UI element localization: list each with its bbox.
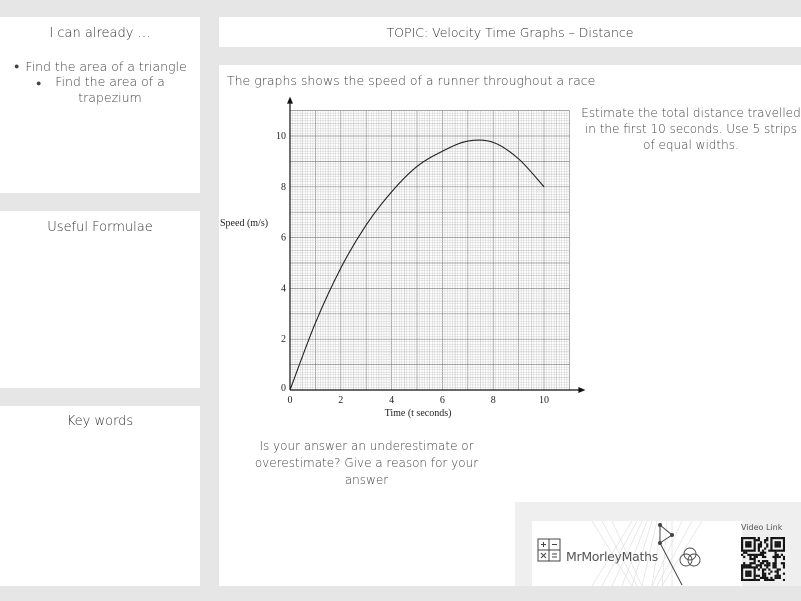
video-link-label: Video Link bbox=[741, 523, 783, 532]
x-tick-label: 6 bbox=[439, 395, 445, 406]
qr-module bbox=[783, 564, 785, 566]
qr-module bbox=[758, 543, 760, 545]
qr-module bbox=[766, 545, 768, 547]
qr-module bbox=[762, 575, 764, 577]
qr-module bbox=[777, 541, 779, 543]
qr-module bbox=[772, 562, 774, 564]
qr-module bbox=[772, 566, 774, 568]
qr-module bbox=[756, 579, 758, 581]
qr-module bbox=[783, 537, 785, 539]
qr-module bbox=[783, 562, 785, 564]
qr-module bbox=[762, 577, 764, 579]
x-tick-label: 0 bbox=[287, 395, 293, 406]
qr-module bbox=[775, 558, 777, 560]
can-already-panel bbox=[0, 17, 200, 193]
x-tick-label: 2 bbox=[338, 395, 344, 406]
qr-module bbox=[783, 573, 785, 575]
y-tick-label: 6 bbox=[281, 232, 286, 244]
qr-module bbox=[741, 554, 743, 556]
qr-module bbox=[775, 577, 777, 579]
qr-module bbox=[779, 550, 781, 552]
qr-module bbox=[741, 568, 743, 570]
qr-module bbox=[779, 545, 781, 547]
qr-module bbox=[749, 575, 751, 577]
qr-module bbox=[747, 566, 749, 568]
qr-module bbox=[754, 571, 756, 573]
qr-module bbox=[770, 579, 772, 581]
bullet-icon: ● bbox=[14, 62, 20, 72]
qr-module bbox=[754, 558, 756, 560]
qr-module bbox=[764, 564, 766, 566]
qr-module bbox=[775, 554, 777, 556]
qr-module bbox=[741, 537, 743, 539]
qr-module bbox=[758, 539, 760, 541]
qr-module bbox=[779, 577, 781, 579]
qr-module bbox=[743, 579, 745, 581]
qr-module bbox=[768, 573, 770, 575]
qr-module bbox=[772, 564, 774, 566]
qr-module bbox=[741, 547, 743, 549]
qr-module bbox=[764, 560, 766, 562]
intro-text: The graphs shows the speed of a runner throughout a race bbox=[227, 73, 596, 88]
qr-module bbox=[756, 575, 758, 577]
qr-module bbox=[749, 541, 751, 543]
qr-module bbox=[747, 571, 749, 573]
qr-module bbox=[775, 552, 777, 554]
qr-module bbox=[758, 545, 760, 547]
qr-module bbox=[775, 566, 777, 568]
qr-module bbox=[747, 550, 749, 552]
list-item bbox=[36, 74, 170, 106]
qr-module bbox=[762, 552, 764, 554]
qr-module bbox=[768, 568, 770, 570]
qr-module bbox=[745, 564, 747, 566]
qr-module bbox=[777, 571, 779, 573]
list-item-text: Find the area of a triangle bbox=[25, 59, 187, 74]
qr-module bbox=[745, 541, 747, 543]
qr-module bbox=[743, 552, 745, 554]
qr-module bbox=[741, 541, 743, 543]
qr-module bbox=[770, 543, 772, 545]
qr-module bbox=[758, 564, 760, 566]
qr-module bbox=[758, 560, 760, 562]
qr-module bbox=[745, 579, 747, 581]
qr-module bbox=[770, 537, 772, 539]
key-words-title: Key words bbox=[66, 414, 134, 429]
qr-module bbox=[741, 575, 743, 577]
qr-module bbox=[770, 541, 772, 543]
qr-module bbox=[749, 566, 751, 568]
y-axis-label: Speed (m/s) bbox=[220, 218, 269, 229]
qr-module bbox=[751, 558, 753, 560]
qr-module bbox=[749, 554, 751, 556]
qr-module bbox=[775, 575, 777, 577]
x-tick-label: 8 bbox=[490, 395, 496, 406]
useful-formulae-panel bbox=[0, 211, 200, 388]
qr-module bbox=[783, 558, 785, 560]
venn-icon bbox=[680, 548, 700, 566]
qr-module bbox=[745, 552, 747, 554]
can-already-list bbox=[0, 59, 200, 106]
qr-module bbox=[741, 577, 743, 579]
qr-module bbox=[754, 575, 756, 577]
qr-module bbox=[772, 556, 774, 558]
qr-module bbox=[741, 566, 743, 568]
qr-module bbox=[764, 568, 766, 570]
qr-module bbox=[777, 543, 779, 545]
x-axis-arrow bbox=[578, 387, 585, 393]
qr-module bbox=[762, 550, 764, 552]
qr-module bbox=[781, 537, 783, 539]
qr-module bbox=[754, 556, 756, 558]
qr-module bbox=[766, 560, 768, 562]
useful-formulae-title: Useful Formulae bbox=[47, 220, 153, 235]
qr-module bbox=[779, 537, 781, 539]
qr-module bbox=[745, 537, 747, 539]
qr-module bbox=[772, 537, 774, 539]
qr-module bbox=[747, 537, 749, 539]
qr-module bbox=[762, 573, 764, 575]
graph-grid bbox=[290, 111, 569, 390]
qr-module bbox=[754, 573, 756, 575]
qr-module bbox=[762, 571, 764, 573]
qr-module bbox=[775, 541, 777, 543]
qr-module bbox=[777, 556, 779, 558]
qr-module bbox=[775, 571, 777, 573]
topic-header bbox=[219, 17, 801, 47]
logo-text: MrMorleyMaths bbox=[566, 549, 658, 564]
qr-module bbox=[760, 545, 762, 547]
qr-module bbox=[779, 543, 781, 545]
qr-module bbox=[783, 579, 785, 581]
qr-module bbox=[747, 554, 749, 556]
qr-module bbox=[764, 556, 766, 558]
qr-module bbox=[766, 537, 768, 539]
qr-module bbox=[745, 545, 747, 547]
velocity-time-graph bbox=[219, 93, 589, 433]
qr-module bbox=[756, 556, 758, 558]
qr-module bbox=[779, 575, 781, 577]
qr-module bbox=[783, 547, 785, 549]
qr-code-icon[interactable] bbox=[741, 537, 785, 581]
qr-module bbox=[770, 577, 772, 579]
qr-module bbox=[754, 577, 756, 579]
qr-module bbox=[777, 550, 779, 552]
triangle-icon bbox=[659, 524, 683, 586]
qr-module bbox=[777, 554, 779, 556]
qr-module bbox=[754, 543, 756, 545]
qr-module bbox=[749, 571, 751, 573]
qr-module bbox=[747, 579, 749, 581]
qr-module bbox=[775, 537, 777, 539]
qr-module bbox=[749, 558, 751, 560]
qr-module bbox=[747, 545, 749, 547]
topic-title: TOPIC: Velocity Time Graphs – Distance bbox=[386, 25, 634, 40]
qr-module bbox=[775, 564, 777, 566]
qr-module bbox=[741, 545, 743, 547]
qr-module bbox=[760, 577, 762, 579]
qr-module bbox=[783, 550, 785, 552]
qr-module bbox=[764, 547, 766, 549]
qr-module bbox=[760, 564, 762, 566]
y-tick-label: 8 bbox=[281, 181, 286, 193]
qr-module bbox=[783, 539, 785, 541]
qr-module bbox=[772, 579, 774, 581]
qr-module bbox=[758, 579, 760, 581]
qr-module bbox=[756, 566, 758, 568]
can-already-title: I can already … bbox=[49, 26, 151, 41]
qr-module bbox=[749, 573, 751, 575]
qr-module bbox=[749, 556, 751, 558]
qr-module bbox=[783, 556, 785, 558]
qr-module bbox=[743, 566, 745, 568]
list-item-text: Find the area of a trapezium bbox=[55, 74, 165, 105]
y-tick-label: 4 bbox=[281, 283, 286, 295]
qr-module bbox=[754, 554, 756, 556]
x-tick-label: 10 bbox=[539, 395, 549, 406]
task-text: Estimate the total distance travelled in the first 10 seconds. Use 5 strips of equal widths. bbox=[581, 106, 801, 152]
qr-module bbox=[764, 577, 766, 579]
qr-module bbox=[745, 573, 747, 575]
qr-module bbox=[760, 566, 762, 568]
qr-module bbox=[779, 556, 781, 558]
qr-module bbox=[751, 550, 753, 552]
qr-module bbox=[758, 547, 760, 549]
qr-module bbox=[749, 543, 751, 545]
qr-module bbox=[745, 571, 747, 573]
qr-module bbox=[749, 564, 751, 566]
bullet-icon: ● bbox=[36, 79, 42, 89]
qr-module bbox=[747, 543, 749, 545]
qr-module bbox=[741, 571, 743, 573]
qr-module bbox=[766, 577, 768, 579]
qr-module bbox=[764, 539, 766, 541]
qr-module bbox=[760, 562, 762, 564]
list-item bbox=[0, 59, 200, 74]
qr-module bbox=[766, 562, 768, 564]
qr-module bbox=[762, 560, 764, 562]
qr-module bbox=[775, 550, 777, 552]
qr-module bbox=[775, 543, 777, 545]
qr-module bbox=[775, 556, 777, 558]
qr-module bbox=[758, 568, 760, 570]
qr-module bbox=[741, 573, 743, 575]
qr-module bbox=[779, 541, 781, 543]
qr-module bbox=[749, 550, 751, 552]
qr-module bbox=[764, 575, 766, 577]
qr-module bbox=[747, 575, 749, 577]
y-tick-label: 0 bbox=[281, 383, 286, 394]
qr-module bbox=[743, 550, 745, 552]
qr-module bbox=[770, 547, 772, 549]
qr-module bbox=[749, 545, 751, 547]
qr-module bbox=[770, 545, 772, 547]
x-axis-label: Time (t seconds) bbox=[384, 408, 452, 419]
qr-module bbox=[754, 539, 756, 541]
qr-module bbox=[743, 562, 745, 564]
qr-module bbox=[766, 539, 768, 541]
qr-module bbox=[766, 543, 768, 545]
calculator-icon bbox=[538, 539, 560, 561]
qr-module bbox=[754, 568, 756, 570]
qr-module bbox=[783, 566, 785, 568]
qr-module bbox=[768, 562, 770, 564]
qr-module bbox=[764, 541, 766, 543]
qr-module bbox=[743, 556, 745, 558]
qr-module bbox=[754, 562, 756, 564]
qr-module bbox=[745, 543, 747, 545]
qr-module bbox=[770, 539, 772, 541]
qr-module bbox=[754, 579, 756, 581]
qr-module bbox=[758, 554, 760, 556]
qr-module bbox=[745, 550, 747, 552]
qr-module bbox=[747, 573, 749, 575]
qr-module bbox=[754, 545, 756, 547]
qr-module bbox=[760, 541, 762, 543]
qr-module bbox=[775, 562, 777, 564]
qr-module bbox=[768, 550, 770, 552]
qr-module bbox=[751, 554, 753, 556]
qr-module bbox=[766, 579, 768, 581]
qr-module bbox=[751, 566, 753, 568]
main-panel bbox=[219, 65, 801, 586]
qr-module bbox=[783, 545, 785, 547]
qr-module bbox=[754, 560, 756, 562]
y-tick-label: 2 bbox=[281, 334, 286, 346]
qr-module bbox=[758, 575, 760, 577]
qr-module bbox=[777, 575, 779, 577]
qr-module bbox=[762, 554, 764, 556]
qr-module bbox=[751, 579, 753, 581]
qr-module bbox=[762, 568, 764, 570]
qr-module bbox=[745, 575, 747, 577]
logo-area bbox=[515, 502, 801, 586]
qr-module bbox=[754, 547, 756, 549]
qr-module bbox=[781, 550, 783, 552]
qr-module bbox=[751, 562, 753, 564]
y-axis-arrow bbox=[287, 97, 293, 104]
qr-module bbox=[741, 539, 743, 541]
qr-module bbox=[758, 537, 760, 539]
qr-module bbox=[777, 573, 779, 575]
qr-module bbox=[756, 554, 758, 556]
qr-module bbox=[768, 579, 770, 581]
qr-module bbox=[743, 537, 745, 539]
qr-module bbox=[749, 537, 751, 539]
qr-module bbox=[760, 554, 762, 556]
qr-module bbox=[783, 543, 785, 545]
qr-module bbox=[747, 564, 749, 566]
qr-module bbox=[764, 579, 766, 581]
qr-module bbox=[781, 554, 783, 556]
qr-module bbox=[779, 568, 781, 570]
qr-module bbox=[777, 577, 779, 579]
question-text: Is your answer an underestimate or overestimate? Give a reason for your answer bbox=[254, 439, 479, 487]
qr-module bbox=[783, 541, 785, 543]
qr-module bbox=[777, 545, 779, 547]
qr-module bbox=[770, 571, 772, 573]
qr-module bbox=[754, 550, 756, 552]
qr-module bbox=[768, 564, 770, 566]
logo-background bbox=[532, 521, 742, 586]
qr-module bbox=[758, 550, 760, 552]
qr-module bbox=[747, 541, 749, 543]
qr-module bbox=[756, 564, 758, 566]
qr-module bbox=[766, 566, 768, 568]
qr-module bbox=[772, 550, 774, 552]
qr-module bbox=[741, 564, 743, 566]
qr-module bbox=[756, 539, 758, 541]
y-tick-label: 10 bbox=[276, 131, 286, 142]
qr-module bbox=[762, 562, 764, 564]
qr-module bbox=[741, 579, 743, 581]
qr-module bbox=[764, 552, 766, 554]
qr-module bbox=[762, 556, 764, 558]
qr-module bbox=[760, 543, 762, 545]
qr-module bbox=[751, 537, 753, 539]
qr-module bbox=[764, 573, 766, 575]
qr-module bbox=[749, 579, 751, 581]
qr-module bbox=[754, 566, 756, 568]
qr-module bbox=[775, 560, 777, 562]
qr-module bbox=[745, 566, 747, 568]
x-tick-label: 4 bbox=[389, 395, 395, 406]
qr-module bbox=[743, 564, 745, 566]
qr-module bbox=[760, 552, 762, 554]
qr-module bbox=[766, 564, 768, 566]
qr-module bbox=[741, 543, 743, 545]
qr-module bbox=[754, 537, 756, 539]
qr-module bbox=[770, 550, 772, 552]
qr-module bbox=[777, 537, 779, 539]
qr-module bbox=[754, 541, 756, 543]
qr-module bbox=[741, 550, 743, 552]
qr-module bbox=[781, 562, 783, 564]
qr-module bbox=[775, 545, 777, 547]
qr-module bbox=[749, 562, 751, 564]
qr-module bbox=[777, 568, 779, 570]
key-words-panel bbox=[0, 406, 200, 586]
